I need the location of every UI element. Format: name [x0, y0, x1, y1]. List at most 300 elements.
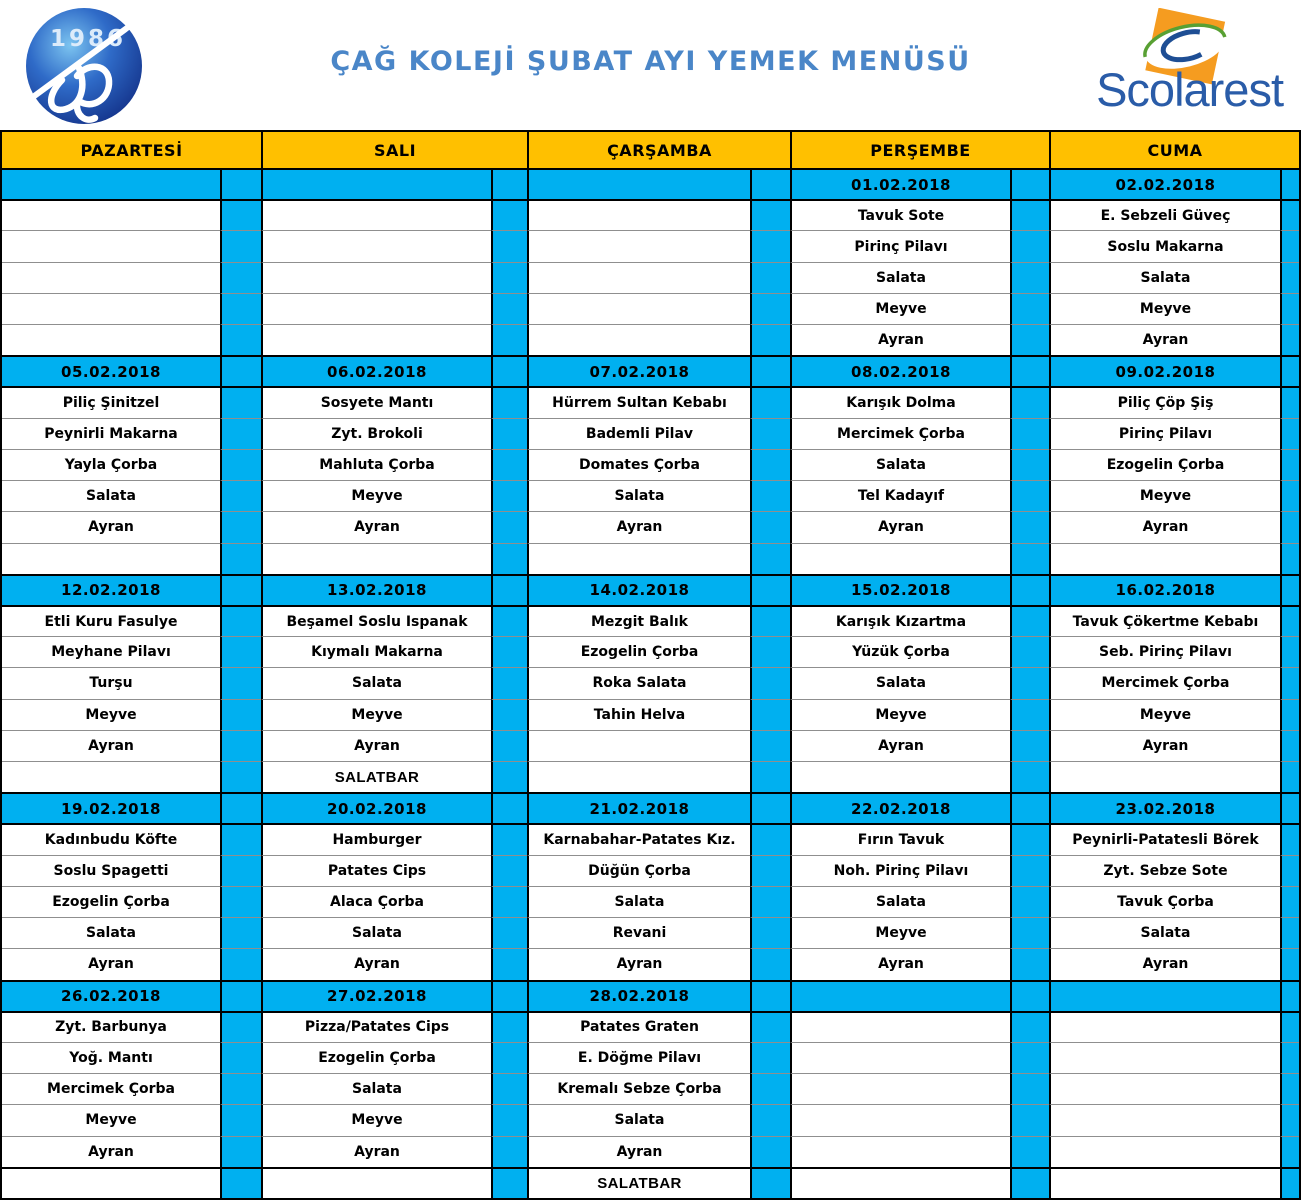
separator-cell [220, 823, 261, 854]
menu-item-cell: Pizza/Patates Cips [261, 1011, 491, 1042]
day-header: PERŞEMBE [790, 132, 1049, 168]
menu-item-cell: Zyt. Sebze Sote [1049, 855, 1280, 886]
separator-cell [1280, 1136, 1299, 1167]
separator-cell [1010, 1042, 1049, 1073]
separator-cell [491, 386, 527, 417]
menu-item-cell: Roka Salata [527, 667, 750, 698]
menu-item-cell: Ayran [2, 1136, 220, 1167]
separator-cell [1010, 1073, 1049, 1104]
separator-cell [491, 480, 527, 511]
date-cell: 16.02.2018 [1049, 574, 1280, 605]
menu-item-cell: SALATBAR [261, 761, 491, 792]
separator-cell [220, 324, 261, 355]
menu-item-cell: Meyve [1049, 480, 1280, 511]
separator-cell [1010, 418, 1049, 449]
menu-item-cell: Kadınbudu Köfte [2, 823, 220, 854]
date-cell: 20.02.2018 [261, 792, 491, 823]
menu-item-cell: Soslu Spagetti [2, 855, 220, 886]
separator-cell [491, 293, 527, 324]
separator-cell [220, 574, 261, 605]
separator-cell [1010, 1136, 1049, 1167]
separator-cell [220, 386, 261, 417]
menu-item-cell [527, 262, 750, 293]
menu-item-cell: Salata [261, 917, 491, 948]
date-cell: 02.02.2018 [1049, 168, 1280, 199]
menu-item-cell [261, 293, 491, 324]
separator-cell [1280, 980, 1299, 1011]
separator-cell [750, 168, 790, 199]
separator-cell [750, 480, 790, 511]
separator-cell [1280, 449, 1299, 480]
separator-cell [1280, 168, 1299, 199]
scolarest-wordmark: Scolarest [1096, 63, 1283, 116]
menu-item-cell [1049, 1167, 1280, 1198]
menu-item-cell: Ezogelin Çorba [2, 886, 220, 917]
menu-item-cell: Meyve [261, 699, 491, 730]
menu-item-cell: Soslu Makarna [1049, 230, 1280, 261]
menu-item-cell: Ayran [1049, 948, 1280, 979]
separator-cell [220, 1042, 261, 1073]
separator-cell [491, 855, 527, 886]
menu-item-cell [2, 262, 220, 293]
separator-cell [491, 1042, 527, 1073]
menu-item-cell: Ayran [261, 730, 491, 761]
separator-cell [750, 605, 790, 636]
menu-item-cell [527, 543, 750, 574]
separator-cell [750, 511, 790, 542]
separator-cell [220, 980, 261, 1011]
separator-cell [220, 761, 261, 792]
separator-cell [1010, 511, 1049, 542]
separator-cell [1010, 355, 1049, 386]
banner [0, 0, 1301, 130]
separator-cell [1010, 792, 1049, 823]
separator-cell [1010, 293, 1049, 324]
separator-cell [1280, 1073, 1299, 1104]
date-cell: 23.02.2018 [1049, 792, 1280, 823]
separator-cell [491, 948, 527, 979]
menu-item-cell: Revani [527, 917, 750, 948]
separator-cell [220, 1136, 261, 1167]
menu-item-cell [1049, 1011, 1280, 1042]
separator-cell [220, 605, 261, 636]
menu-item-cell: Karışık Dolma [790, 386, 1010, 417]
separator-cell [1280, 636, 1299, 667]
separator-cell [750, 1073, 790, 1104]
separator-cell [1280, 480, 1299, 511]
separator-cell [1280, 511, 1299, 542]
menu-item-cell: Meyve [790, 699, 1010, 730]
menu-item-cell [1049, 761, 1280, 792]
separator-cell [1010, 168, 1049, 199]
menu-item-cell [261, 230, 491, 261]
menu-item-cell: Hamburger [261, 823, 491, 854]
separator-cell [1010, 980, 1049, 1011]
separator-cell [1280, 199, 1299, 230]
separator-cell [1280, 386, 1299, 417]
day-header: ÇARŞAMBA [527, 132, 790, 168]
menu-item-cell: Kıymalı Makarna [261, 636, 491, 667]
menu-item-cell: Alaca Çorba [261, 886, 491, 917]
separator-cell [1280, 1104, 1299, 1135]
separator-cell [220, 449, 261, 480]
menu-item-cell [790, 543, 1010, 574]
separator-cell [1280, 293, 1299, 324]
separator-cell [220, 886, 261, 917]
menu-item-cell: Yoğ. Mantı [2, 1042, 220, 1073]
menu-item-cell: Kremalı Sebze Çorba [527, 1073, 750, 1104]
menu-item-cell: Zyt. Brokoli [261, 418, 491, 449]
menu-item-cell [1049, 1073, 1280, 1104]
menu-item-cell: Tel Kadayıf [790, 480, 1010, 511]
menu-item-cell: Patates Graten [527, 1011, 750, 1042]
menu-item-cell [261, 543, 491, 574]
separator-cell [220, 262, 261, 293]
date-cell: 08.02.2018 [790, 355, 1010, 386]
menu-item-cell: Meyve [790, 293, 1010, 324]
menu-item-cell: Patates Cips [261, 855, 491, 886]
separator-cell [750, 1104, 790, 1135]
date-cell: 14.02.2018 [527, 574, 750, 605]
date-cell [2, 168, 220, 199]
separator-cell [1280, 886, 1299, 917]
menu-item-cell: Ayran [261, 511, 491, 542]
separator-cell [220, 1167, 261, 1198]
separator-cell [220, 480, 261, 511]
menu-item-cell: E. Sebzeli Güveç [1049, 199, 1280, 230]
separator-cell [1280, 761, 1299, 792]
menu-item-cell [527, 293, 750, 324]
separator-cell [491, 699, 527, 730]
separator-cell [491, 418, 527, 449]
menu-item-cell: Salata [527, 1104, 750, 1135]
separator-cell [750, 1042, 790, 1073]
menu-item-cell: Peynirli Makarna [2, 418, 220, 449]
date-cell: 28.02.2018 [527, 980, 750, 1011]
separator-cell [750, 730, 790, 761]
menu-item-cell: Ayran [1049, 511, 1280, 542]
separator-cell [750, 886, 790, 917]
separator-cell [491, 792, 527, 823]
menu-item-cell: Peynirli-Patatesli Börek [1049, 823, 1280, 854]
separator-cell [750, 980, 790, 1011]
menu-table [0, 130, 1301, 1200]
day-header: SALI [261, 132, 527, 168]
separator-cell [1010, 855, 1049, 886]
day-header: CUMA [1049, 132, 1299, 168]
separator-cell [1010, 1104, 1049, 1135]
menu-item-cell: E. Döğme Pilavı [527, 1042, 750, 1073]
separator-cell [1280, 730, 1299, 761]
menu-item-cell: Ayran [527, 1136, 750, 1167]
separator-cell [750, 823, 790, 854]
menu-item-cell: Noh. Pirinç Pilavı [790, 855, 1010, 886]
separator-cell [491, 636, 527, 667]
separator-cell [750, 699, 790, 730]
menu-item-cell: Meyhane Pilavı [2, 636, 220, 667]
separator-cell [1010, 449, 1049, 480]
date-cell: 22.02.2018 [790, 792, 1010, 823]
menu-item-cell: Meyve [261, 480, 491, 511]
separator-cell [750, 1136, 790, 1167]
date-cell: 05.02.2018 [2, 355, 220, 386]
separator-cell [1280, 792, 1299, 823]
date-cell: 21.02.2018 [527, 792, 750, 823]
menu-item-cell: Tavuk Çökertme Kebabı [1049, 605, 1280, 636]
separator-cell [491, 761, 527, 792]
menu-item-cell [261, 262, 491, 293]
menu-item-cell [2, 199, 220, 230]
separator-cell [491, 324, 527, 355]
separator-cell [750, 324, 790, 355]
menu-item-cell: Etli Kuru Fasulye [2, 605, 220, 636]
menu-item-cell [1049, 543, 1280, 574]
separator-cell [1280, 355, 1299, 386]
menu-item-cell: Ayran [2, 948, 220, 979]
menu-item-cell [790, 1073, 1010, 1104]
separator-cell [1010, 761, 1049, 792]
menu-item-cell [527, 230, 750, 261]
separator-cell [491, 1011, 527, 1042]
separator-cell [220, 667, 261, 698]
menu-item-cell: Ayran [527, 948, 750, 979]
menu-item-cell [527, 761, 750, 792]
menu-item-cell: Salata [790, 262, 1010, 293]
separator-cell [750, 1011, 790, 1042]
separator-cell [220, 418, 261, 449]
separator-cell [220, 636, 261, 667]
separator-cell [1010, 917, 1049, 948]
date-cell: 01.02.2018 [790, 168, 1010, 199]
menu-item-cell: Ayran [2, 730, 220, 761]
separator-cell [1010, 636, 1049, 667]
separator-cell [750, 355, 790, 386]
separator-cell [1010, 386, 1049, 417]
date-cell: 27.02.2018 [261, 980, 491, 1011]
menu-item-cell [790, 1011, 1010, 1042]
separator-cell [1280, 605, 1299, 636]
menu-item-cell [790, 1136, 1010, 1167]
separator-cell [220, 1104, 261, 1135]
date-cell: 09.02.2018 [1049, 355, 1280, 386]
menu-item-cell: Piliç Şinitzel [2, 386, 220, 417]
menu-item-cell [790, 1167, 1010, 1198]
separator-cell [1010, 730, 1049, 761]
menu-item-cell: Beşamel Soslu Ispanak [261, 605, 491, 636]
menu-item-cell: Salata [2, 917, 220, 948]
separator-cell [1010, 1011, 1049, 1042]
date-cell [790, 980, 1010, 1011]
date-cell: 26.02.2018 [2, 980, 220, 1011]
separator-cell [220, 511, 261, 542]
menu-item-cell: Turşu [2, 667, 220, 698]
separator-cell [1010, 699, 1049, 730]
separator-cell [491, 823, 527, 854]
separator-cell [491, 511, 527, 542]
separator-cell [220, 730, 261, 761]
menu-item-cell: Bademli Pilav [527, 418, 750, 449]
menu-item-cell: Mercimek Çorba [2, 1073, 220, 1104]
menu-item-cell [790, 1042, 1010, 1073]
menu-item-cell: Salata [1049, 917, 1280, 948]
menu-item-cell: Salata [790, 667, 1010, 698]
separator-cell [1280, 574, 1299, 605]
separator-cell [750, 386, 790, 417]
separator-cell [1010, 480, 1049, 511]
separator-cell [491, 667, 527, 698]
separator-cell [220, 792, 261, 823]
menu-item-cell: Yayla Çorba [2, 449, 220, 480]
menu-item-cell: Salata [261, 667, 491, 698]
separator-cell [1010, 667, 1049, 698]
separator-cell [491, 730, 527, 761]
date-cell: 15.02.2018 [790, 574, 1010, 605]
separator-cell [1280, 667, 1299, 698]
separator-cell [1280, 543, 1299, 574]
separator-cell [491, 543, 527, 574]
separator-cell [491, 199, 527, 230]
separator-cell [220, 543, 261, 574]
menu-item-cell: Meyve [790, 917, 1010, 948]
menu-item-cell: Salata [261, 1073, 491, 1104]
menu-item-cell: Ayran [2, 511, 220, 542]
menu-item-cell: Meyve [1049, 293, 1280, 324]
menu-item-cell [790, 1104, 1010, 1135]
separator-cell [220, 168, 261, 199]
separator-cell [491, 917, 527, 948]
menu-item-cell: Meyve [261, 1104, 491, 1135]
separator-cell [220, 199, 261, 230]
separator-cell [1280, 917, 1299, 948]
separator-cell [220, 855, 261, 886]
separator-cell [1280, 324, 1299, 355]
separator-cell [220, 1073, 261, 1104]
menu-item-cell: Düğün Çorba [527, 855, 750, 886]
separator-cell [1010, 1167, 1049, 1198]
menu-item-cell: Salata [527, 480, 750, 511]
separator-cell [220, 948, 261, 979]
date-cell: 12.02.2018 [2, 574, 220, 605]
separator-cell [491, 230, 527, 261]
menu-item-cell: Zyt. Barbunya [2, 1011, 220, 1042]
menu-item-cell [2, 293, 220, 324]
menu-item-cell [2, 324, 220, 355]
separator-cell [220, 699, 261, 730]
page-title: ÇAĞ KOLEJİ ŞUBAT AYI YEMEK MENÜSÜ [330, 46, 971, 77]
separator-cell [220, 355, 261, 386]
menu-item-cell: Ayran [1049, 324, 1280, 355]
menu-item-cell: Sosyete Mantı [261, 386, 491, 417]
separator-cell [1010, 230, 1049, 261]
menu-item-cell: Seb. Pirinç Pilavı [1049, 636, 1280, 667]
separator-cell [1010, 886, 1049, 917]
separator-cell [491, 168, 527, 199]
separator-cell [1280, 1042, 1299, 1073]
separator-cell [491, 886, 527, 917]
menu-item-cell: SALATBAR [527, 1167, 750, 1198]
menu-item-cell [1049, 1042, 1280, 1073]
separator-cell [491, 1104, 527, 1135]
separator-cell [1280, 948, 1299, 979]
menu-item-cell: Karnabahar-Patates Kız. [527, 823, 750, 854]
menu-item-cell: Ayran [261, 948, 491, 979]
separator-cell [1280, 699, 1299, 730]
separator-cell [491, 605, 527, 636]
menu-item-cell [790, 761, 1010, 792]
menu-item-cell: Salata [1049, 262, 1280, 293]
menu-item-cell [2, 761, 220, 792]
separator-cell [1010, 823, 1049, 854]
separator-cell [750, 792, 790, 823]
menu-item-cell: Pirinç Pilavı [1049, 418, 1280, 449]
date-cell [1049, 980, 1280, 1011]
separator-cell [220, 230, 261, 261]
menu-item-cell: Salata [527, 886, 750, 917]
date-cell: 07.02.2018 [527, 355, 750, 386]
menu-item-cell: Meyve [1049, 699, 1280, 730]
separator-cell [491, 1136, 527, 1167]
menu-item-cell: Salata [790, 449, 1010, 480]
menu-item-cell [1049, 1136, 1280, 1167]
menu-item-cell [527, 199, 750, 230]
menu-item-cell [2, 1167, 220, 1198]
separator-cell [1010, 574, 1049, 605]
separator-cell [1010, 262, 1049, 293]
separator-cell [750, 449, 790, 480]
separator-cell [750, 418, 790, 449]
separator-cell [220, 917, 261, 948]
menu-item-cell: Ayran [790, 730, 1010, 761]
menu-item-cell: Piliç Çöp Şiş [1049, 386, 1280, 417]
separator-cell [750, 1167, 790, 1198]
separator-cell [750, 199, 790, 230]
menu-item-cell: Salata [2, 480, 220, 511]
menu-item-cell: Tavuk Çorba [1049, 886, 1280, 917]
menu-item-cell [261, 199, 491, 230]
menu-item-cell: Yüzük Çorba [790, 636, 1010, 667]
menu-item-cell: Mahluta Çorba [261, 449, 491, 480]
scolarest-logo [1070, 4, 1285, 126]
separator-cell [1280, 855, 1299, 886]
date-cell: 06.02.2018 [261, 355, 491, 386]
separator-cell [220, 1011, 261, 1042]
separator-cell [750, 917, 790, 948]
separator-cell [1010, 605, 1049, 636]
separator-cell [750, 855, 790, 886]
menu-item-cell: Hürrem Sultan Kebabı [527, 386, 750, 417]
separator-cell [1280, 262, 1299, 293]
separator-cell [491, 1073, 527, 1104]
separator-cell [491, 574, 527, 605]
day-header: PAZARTESİ [2, 132, 261, 168]
menu-item-cell: Ayran [790, 511, 1010, 542]
separator-cell [1280, 823, 1299, 854]
separator-cell [750, 293, 790, 324]
menu-item-cell: Pirinç Pilavı [790, 230, 1010, 261]
separator-cell [1010, 543, 1049, 574]
separator-cell [750, 230, 790, 261]
separator-cell [1010, 324, 1049, 355]
menu-item-cell: Mercimek Çorba [790, 418, 1010, 449]
menu-item-cell: Mercimek Çorba [1049, 667, 1280, 698]
menu-item-cell: Tavuk Sote [790, 199, 1010, 230]
menu-item-cell: Ayran [1049, 730, 1280, 761]
date-cell: 19.02.2018 [2, 792, 220, 823]
menu-item-cell: Domates Çorba [527, 449, 750, 480]
separator-cell [491, 980, 527, 1011]
school-logo-year: 1986 [49, 26, 127, 52]
menu-item-cell: Ayran [261, 1136, 491, 1167]
